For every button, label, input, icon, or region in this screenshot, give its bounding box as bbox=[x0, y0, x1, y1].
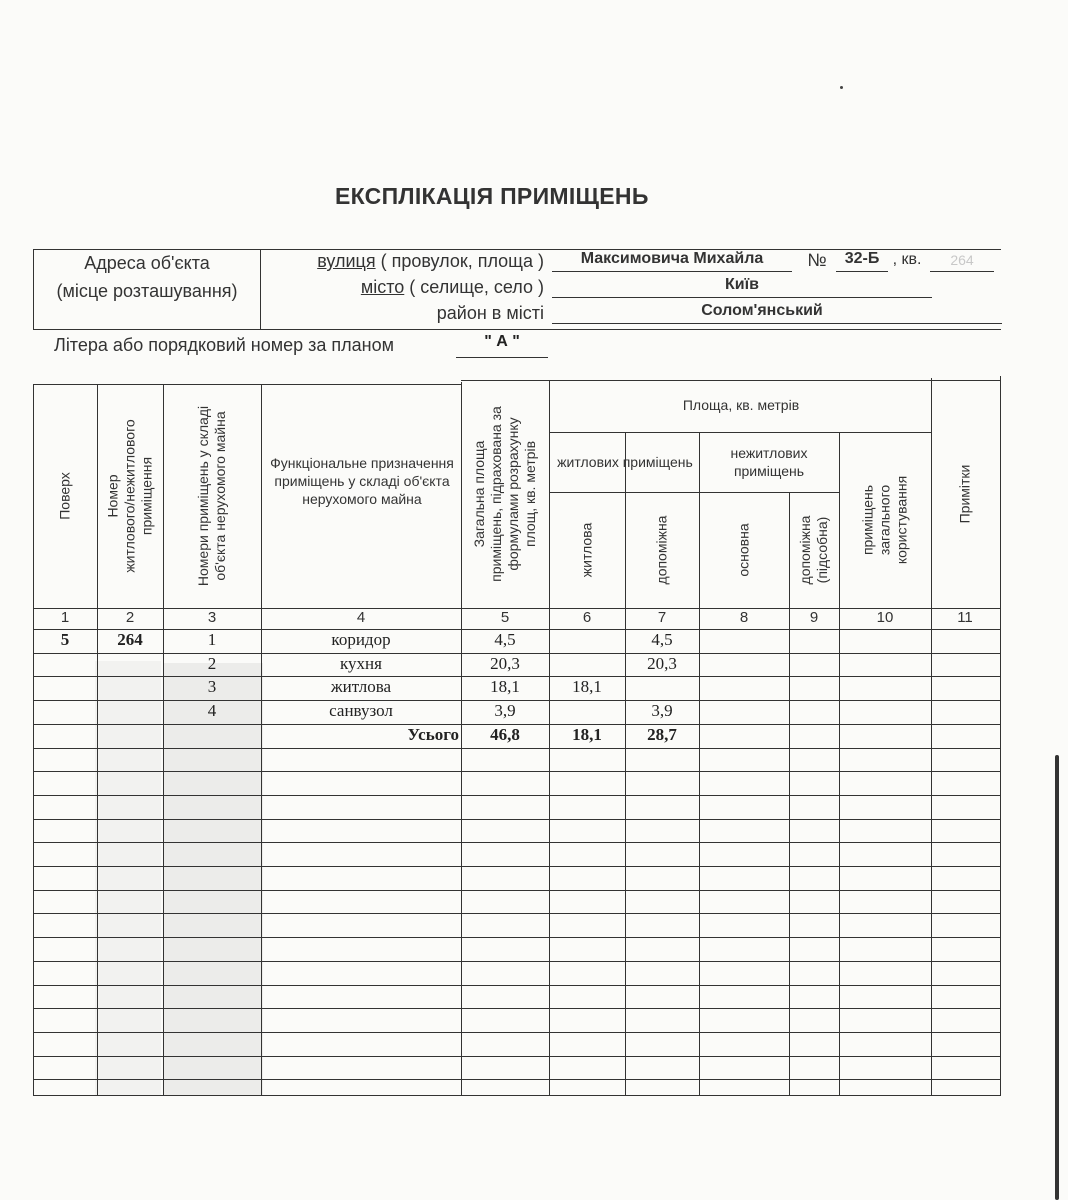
header-auxiliary-utility: допоміжна (підсобна) bbox=[797, 515, 830, 585]
litera-value: " А " bbox=[484, 333, 520, 350]
column-number: 3 bbox=[207, 609, 217, 626]
cell-name: житлова bbox=[330, 677, 392, 696]
apartment-label: , кв. bbox=[892, 251, 922, 268]
document-title: ЕКСПЛІКАЦІЯ ПРИМІЩЕНЬ bbox=[335, 183, 649, 209]
header-total-area: Загальна площа приміщень, підрахована за формулами розрахунку площ, кв. метрів bbox=[471, 406, 538, 582]
header-auxiliary: допоміжна bbox=[653, 515, 670, 585]
cell-aux: 20,3 bbox=[647, 654, 677, 673]
explication-table bbox=[33, 376, 1001, 1096]
apartment-number: 264 bbox=[950, 252, 974, 268]
cell-living: 18,1 bbox=[572, 677, 602, 696]
cell-name: кухня bbox=[340, 654, 382, 673]
scrollbar[interactable] bbox=[1055, 755, 1059, 1200]
column-number: 11 bbox=[957, 609, 973, 626]
cell-room: 1 bbox=[207, 630, 217, 649]
column-number: 5 bbox=[500, 609, 510, 626]
column-number: 8 bbox=[739, 609, 749, 626]
city-label: місто ( селище, село ) bbox=[360, 277, 544, 297]
column-number: 9 bbox=[809, 609, 819, 626]
totals-living: 18,1 bbox=[572, 725, 602, 744]
number-label: № bbox=[807, 250, 827, 270]
totals-aux: 28,7 bbox=[647, 725, 677, 744]
column-number: 1 bbox=[60, 609, 70, 626]
cell-total: 18,1 bbox=[490, 677, 520, 696]
column-number: 2 bbox=[125, 609, 135, 626]
header-notes: Примітки bbox=[956, 464, 973, 524]
address-box bbox=[33, 249, 1001, 330]
cell-total: 3,9 bbox=[494, 701, 516, 720]
cell-floor: 5 bbox=[60, 630, 70, 649]
house-number: 32-Б bbox=[844, 250, 880, 267]
address-label-line2: (місце розташування) bbox=[56, 281, 238, 301]
header-nonresidential: нежитлових приміщень bbox=[730, 445, 808, 479]
district-value: Солом'янський bbox=[701, 302, 823, 319]
cell-aux: 4,5 bbox=[651, 630, 673, 649]
cell-name: санвузол bbox=[329, 701, 393, 720]
street-label: вулиця ( провулок, площа ) bbox=[317, 251, 544, 271]
street-value: Максимовича Михайла bbox=[580, 250, 764, 267]
cell-unit: 264 bbox=[117, 630, 143, 649]
column-number: 10 bbox=[876, 609, 894, 626]
cell-room: 2 bbox=[207, 654, 217, 673]
header-unit-number: Номер житлового/нежитлового приміщення bbox=[104, 419, 155, 573]
header-common-use: приміщень загального користування bbox=[859, 475, 910, 565]
cell-room: 3 bbox=[207, 677, 217, 696]
header-main: основна bbox=[735, 523, 752, 577]
header-area-group: Площа, кв. метрів bbox=[682, 397, 800, 413]
column-number: 4 bbox=[356, 609, 366, 626]
city-value: Київ bbox=[725, 276, 759, 293]
address-label-line1: Адреса об'єкта bbox=[84, 253, 210, 273]
cell-total: 20,3 bbox=[490, 654, 520, 673]
header-residential: житлових приміщень bbox=[557, 454, 693, 470]
header-function: Функціональне призначення приміщень у складі об'єкта нерухомого майна bbox=[270, 455, 454, 507]
totals-label: Усього bbox=[407, 725, 459, 744]
district-label: район в місті bbox=[436, 303, 544, 323]
column-number: 6 bbox=[582, 609, 592, 626]
cell-aux: 3,9 bbox=[651, 701, 673, 720]
header-room-numbers: Номери приміщень у складі об'єкта нерухомого майна bbox=[195, 405, 228, 587]
cell-total: 4,5 bbox=[494, 630, 516, 649]
header-living: житлова bbox=[578, 522, 595, 578]
totals-total: 46,8 bbox=[490, 725, 520, 744]
litera-label: Літера або порядковий номер за планом bbox=[54, 335, 394, 355]
cell-name: коридор bbox=[331, 630, 391, 649]
cell-room: 4 bbox=[207, 701, 217, 720]
header-floor: Поверх bbox=[56, 472, 73, 520]
column-number: 7 bbox=[657, 609, 667, 626]
scan-speck bbox=[840, 86, 843, 89]
